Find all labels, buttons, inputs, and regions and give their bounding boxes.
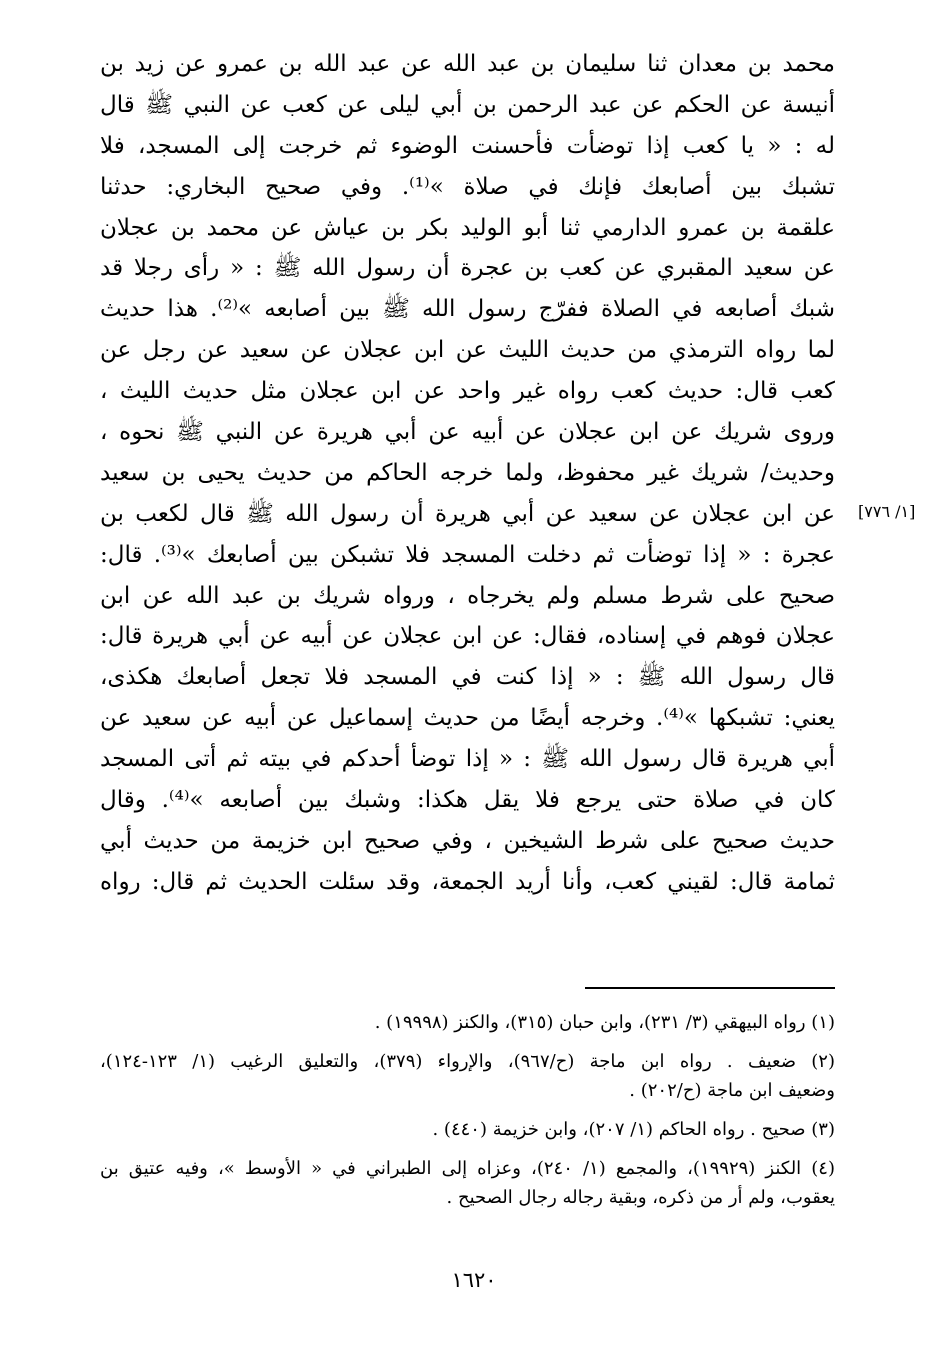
text-line: شبك أصابعه في الصلاة ففرّج رسول الله ﷺ بين أصابعه »⁽²⁾. هذا حديث <box>100 296 835 323</box>
main-text-block <box>100 44 835 903</box>
text-line: لما رواه الترمذي من حديث الليث عن ابن عجلان عن سعيد عن رجل عن <box>100 337 835 364</box>
text-line: كان في صلاة حتى يرجع فلا يقل هكذا: وشبك بين أصابعه »⁽⁴⁾. وقال <box>100 787 835 814</box>
footnote-line: وضعيف ابن ماجة (ح/٢٠٢) . <box>629 1080 835 1101</box>
page-number: ١٦٢٠ <box>451 1268 497 1292</box>
text-line: عجلان فوهم في إسناده، فقال: عن ابن عجلان عن أبيه عن أبي هريرة قال: <box>100 623 835 650</box>
footnotes-block <box>100 1008 835 1222</box>
text-line: عن ابن عجلان عن سعيد عن أبي هريرة أن رسول الله ﷺ قال لكعب بن <box>100 500 835 527</box>
footnote-2 <box>100 1047 835 1105</box>
text-line: حديث صحيح على شرط الشيخين ، وفي صحيح ابن خزيمة من حديث أبي <box>100 827 835 854</box>
footnote-line: (٤) الكنز (١٩٩٢٩)، والمجمع (١/ ٢٤٠)، وعزاه إلى الطبراني في « الأوسط »، وفيه عتيق بن <box>100 1158 835 1179</box>
text-line: له : « يا كعب إذا توضأت فأحسنت الوضوء ثم خرجت إلى المسجد، فلا <box>100 132 835 159</box>
text-line: عن سعيد المقبري عن كعب بن عجرة أن رسول الله ﷺ : « رأى رجلا قد <box>100 255 835 282</box>
margin-page-reference: [١/ ٧٧٦] <box>858 502 916 521</box>
footnote-line: يعقوب، ولم أر من ذكره، وبقية رجاله رجال الصحيح . <box>446 1187 835 1208</box>
text-line: محمد بن معدان ثنا سليمان بن عبد الله عن عبد الله بن عمرو عن زيد بن <box>100 51 835 77</box>
text-line: أنيسة عن الحكم عن عبد الرحمن بن أبي ليلى عن كعب عن النبي ﷺ قال <box>100 91 835 118</box>
text-line: عجرة : « إذا توضأت ثم دخلت المسجد فلا تشبكن بين أصابعك »⁽³⁾. قال: <box>100 541 835 568</box>
footnote-3 <box>100 1115 835 1144</box>
text-line: قال رسول الله ﷺ : « إذا كنت في المسجد فلا تجعل أصابعك هكذى، <box>100 664 835 691</box>
text-line: وحديث/ شريك غير محفوظ، ولما خرجه الحاكم من حديث يحيى بن سعيد <box>100 459 835 486</box>
text-line: وروى شريك عن ابن عجلان عن أبيه عن أبي هريرة عن النبي ﷺ نحوه ، <box>100 419 835 446</box>
footnote-line: (١) رواه البيهقي (٣/ ٢٣١)، وابن حبان (٣١٥)، والكنز (١٩٩٩٨) . <box>374 1012 835 1033</box>
text-line: تشبك بين أصابعك فإنك في صلاة »⁽¹⁾. وفي صحيح البخاري: حدثنا <box>100 173 835 200</box>
text-line: علقمة بن عمرو الدارمي ثنا أبو الوليد بكر بن عياش عن محمد بن عجلان <box>100 214 835 241</box>
footnote-4 <box>100 1154 835 1212</box>
text-line: كعب قال: حديث كعب رواه غير واحد عن ابن عجلان مثل حديث الليث ، <box>100 378 835 405</box>
footnote-1 <box>100 1008 835 1037</box>
text-line: أبي هريرة قال رسول الله ﷺ : « إذا توضأ أحدكم في بيته ثم أتى المسجد <box>100 746 835 773</box>
text-line: ثمامة قال: لقيني كعب، وأنا أريد الجمعة، وقد سئلت الحديث ثم قال: رواه <box>100 868 835 895</box>
text-line: صحيح على شرط مسلم ولم يخرجاه ، ورواه شريك بن عبد الله عن ابن <box>100 582 835 609</box>
footnote-divider <box>585 987 835 989</box>
text-line: يعني: تشبكها »⁽⁴⁾. وخرجه أيضًا من حديث إسماعيل عن أبيه عن سعيد عن <box>100 705 835 732</box>
footnote-line: (٢) ضعيف . رواه ابن ماجة (ح/٩٦٧)، والإرواء (٣٧٩)، والتعليق الرغيب (١/ ١٢٣-١٢٤)، <box>100 1051 835 1072</box>
footnote-line: (٣) صحيح . رواه الحاكم (١/ ٢٠٧)، وابن خزيمة (٤٤٠) . <box>432 1119 835 1140</box>
